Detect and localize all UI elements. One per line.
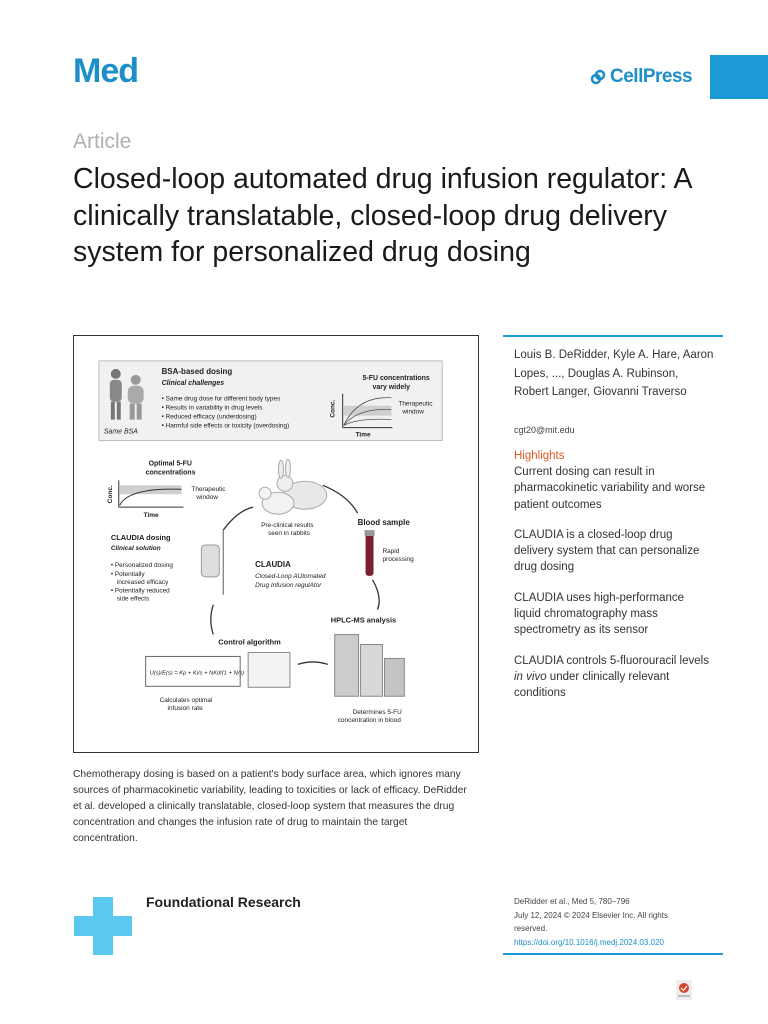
article-title: Closed-loop automated drug infusion regulator: A clinically translatable, closed-loop drug delivery system for personalized drug dosing [73,163,691,268]
solution-bullet-cont: side effects [116,595,150,603]
same-bsa-label: Same BSA [103,428,138,436]
solution-bullet: • Potentially reduced [110,587,170,595]
bsa-bullet: • Results in variability in drug levels [161,404,263,412]
citation-line: DeRidder et al., Med 5, 780–796 [514,897,630,906]
iv-bag-icon [201,530,223,595]
hplc-label: HPLC-MS analysis [330,615,397,625]
optimal-conc-plot [119,480,184,507]
rapid-label: Rapid [382,547,400,555]
graphical-abstract [73,335,479,753]
claudia-label: CLAUDIA [255,559,291,569]
author-list: Louis B. DeRidder, Kyle A. Hare, Aaron Lopes, ..., Douglas A. Rubinson, Robert Langer, Giovanni Traverso [514,349,714,398]
claudia-expansion-2: Drug Infusion regulAtor [255,581,322,589]
determines-label: Determines 5-FU [352,709,402,717]
hplc-instrument-icon [335,635,405,697]
monitor-icon [248,652,290,687]
solution-bullet-cont: increased efficacy [116,578,169,586]
highlight-item: CLAUDIA uses high-performance liquid chromatography mass spectrometry as its sensor [514,591,685,637]
sidebar-bottom-rule [503,953,723,955]
rapid-label-2: processing [382,555,414,563]
crossmark-icon[interactable] [676,980,692,1000]
doi-link[interactable]: https://doi.org/10.1016/j.medj.2024.03.020 [514,937,664,947]
therapeutic-window-label-2: window [196,494,218,502]
solution-bullet: • Potentially [110,570,145,578]
preclinical-label: Pre-clinical results [261,522,314,530]
bsa-subtitle: Clinical challenges [161,379,225,387]
cellpress-link-icon [590,69,606,85]
citation-block [514,895,694,949]
highlight-item: CLAUDIA is a closed-loop drug delivery system that can personalize drug dosing [514,528,700,574]
article-type-label: Article [73,130,132,153]
bsa-bullet: • Harmful side effects or toxicity (overdosing) [161,422,290,430]
highlight-item: Current dosing can result in pharmacokinetic variability and worse patient outcomes [514,466,706,511]
therapeutic-window-label-2: window [402,408,424,416]
fu-vary-label-2: vary widely [372,383,411,391]
corner-accent [710,55,768,99]
bsa-title: BSA-based dosing [161,366,233,376]
calculates-label-2: infusion rate [167,705,203,713]
calculates-label: Calculates optimal [159,697,213,705]
control-algorithm-label: Control algorithm [218,637,281,647]
conc-axis-label: Conc. [329,399,337,418]
claudia-dosing-label: CLAUDIA dosing [110,533,171,543]
therapeutic-window-label: Therapeutic [191,486,226,494]
time-axis-label: Time [143,512,159,520]
highlights-heading: Highlights [514,450,565,462]
pid-equation: U(s)/E(s) = Kp + Ki/s + NKd/(1 + N/s) [149,670,245,677]
time-axis-label: Time [355,431,371,439]
fu-vary-label: 5-FU concentrations [362,374,430,382]
highlights-list [514,464,714,716]
blood-sample-label: Blood sample [357,518,410,528]
cellpress-logo [590,66,692,88]
publisher-name: CellPress [610,66,693,87]
corresponding-email[interactable]: cgt20@mit.edu [514,425,575,435]
copyright-line: July 12, 2024 © 2024 Elsevier Inc. All rights reserved. [514,910,668,933]
claudia-expansion: Closed-Loop AUtomated [255,572,326,580]
therapeutic-window-label: Therapeutic [398,400,433,408]
blood-tube-icon [365,530,375,576]
preclinical-label-2: seen in rabbits [268,530,311,538]
bsa-bullet: • Reduced efficacy (underdosing) [161,413,257,421]
research-type-label: Foundational Research [146,894,301,910]
sidebar-top-rule [503,335,723,337]
solution-bullet: • Personalized dosing [110,561,174,569]
optimal-label-2: concentrations [145,469,196,477]
clinical-solution-label: Clinical solution [110,544,161,552]
summary-abstract: Chemotherapy dosing is based on a patient's body surface area, which ignores many sources of pharmacokinetic variability, leading to toxicities or lack of efficacy. DeRidder et al. developed a clinically translatable, closed-loop system that measures the drug concentration and changes the infusion rate of drug to maintain the target concentration. [73,769,467,844]
bsa-bullet: • Same drug dose for different body types [161,395,281,403]
optimal-label: Optimal 5-FU [148,460,192,468]
journal-logo: Med [73,52,138,90]
graphical-abstract-diagram [74,336,478,752]
rabbit-illustration [259,459,327,514]
plus-icon [74,897,132,955]
conc-axis-label: Conc. [106,485,114,504]
highlight-item: CLAUDIA controls 5-fluorouracil levels in vivo under clinically relevant conditions [514,654,709,700]
determines-label-2: concentration in blood [337,717,401,725]
